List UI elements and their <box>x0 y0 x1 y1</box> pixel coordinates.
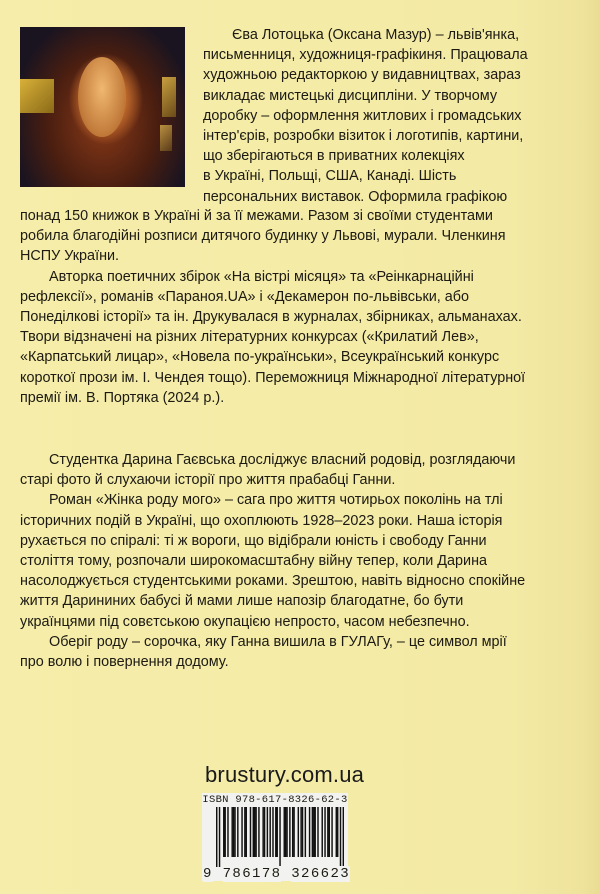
text-line: письменниця, художниця-графікиня. Працювала <box>203 47 528 64</box>
barcode-bar <box>272 807 273 857</box>
text-line: Студентка Дарина Гаєвська досліджує власний родовід, розглядаючи <box>49 452 516 468</box>
barcode-bar <box>234 807 235 857</box>
isbn-label: ISBN 978-617-8326-62-3 <box>202 794 348 806</box>
text-line: понад 150 книжок в Україні й за її межами. Разом зі своїми студентами <box>20 208 493 224</box>
barcode-bar <box>276 807 277 857</box>
isbn-barcode <box>202 793 351 882</box>
barcode-bar <box>224 807 225 857</box>
author-photo <box>20 27 185 187</box>
barcode-bar <box>340 807 341 867</box>
ean-right-digits: 326623 <box>291 866 351 882</box>
text-line: Твори відзначені на різних літературних конкурсах («Крилатий Лев», <box>20 329 479 346</box>
barcode-bar <box>246 807 247 857</box>
barcode-bar <box>317 807 318 857</box>
text-line: старі фото й слухаючи історії про життя прабабці Ганни. <box>20 472 396 489</box>
barcode-bar <box>300 807 301 857</box>
barcode-bar <box>286 807 287 857</box>
barcode-bar <box>264 807 265 857</box>
barcode-bar <box>337 807 338 857</box>
text-line: інтер'єрів, розробки візиток і логотипів, картини, <box>203 127 524 144</box>
barcode-bar <box>279 807 280 867</box>
barcode-bar <box>343 807 344 867</box>
barcode-bar <box>269 807 270 857</box>
publisher-website: brustury.com.ua <box>205 762 365 787</box>
barcode-bar <box>305 807 306 857</box>
barcode-bars <box>216 807 344 867</box>
text-line: про волю і повернення додому. <box>20 653 229 670</box>
barcode-bar <box>313 807 314 857</box>
text-line: персональних виставок. Оформила графікою <box>203 188 508 205</box>
text-line: «Карпатський лицар», «Новела по-українськи», Всеукраїнський конкурс <box>20 349 500 366</box>
barcode-bar <box>309 807 310 857</box>
barcode-bar <box>237 807 238 857</box>
barcode-bar <box>324 807 325 857</box>
barcode-bar <box>314 807 315 857</box>
text-line: століття тому, розпочали широкомасштабну війну тепер, коли Дарина <box>20 552 488 569</box>
barcode-bar <box>327 807 328 857</box>
barcode-bar <box>298 807 299 857</box>
text-line: Оберіг роду – сорочка, яку Ганна вишила в ГУЛАГу, – це символ мрії <box>49 633 507 650</box>
text-line: викладає мистецькі дисципліни. У творчому <box>203 87 498 104</box>
ean-lead-digit: 9 <box>203 866 213 882</box>
text-line: НСПУ України. <box>20 248 120 265</box>
barcode-bar <box>312 807 313 857</box>
text-line: премії ім. В. Портяка (2024 р.). <box>20 389 225 406</box>
text-line: історичних подій в Україні, що охоплюють 1928–2023 роки. Наша історія <box>20 512 503 529</box>
barcode-bar <box>233 807 234 857</box>
barcode-bar <box>289 807 290 857</box>
author-face <box>78 57 126 137</box>
barcode-bar <box>275 807 276 857</box>
text-line: українцями під совєтською окупацією непросто, часом небезпечно. <box>20 613 470 630</box>
barcode-bar <box>285 807 286 857</box>
text-line: Єва Лотоцька (Оксана Мазур) – львів'янка, <box>232 27 520 43</box>
text-line: художньою редакторкою у видавництвах, зараз <box>203 67 521 84</box>
barcode-bar <box>219 807 220 867</box>
text-line: що зберігаються в приватних колекціях <box>203 148 465 165</box>
barcode-bar <box>293 807 294 857</box>
text-line: Авторка поетичних збірок «На вістрі місяця» та «Реінкарнаційні <box>49 268 474 285</box>
barcode-bar <box>253 807 254 857</box>
text-line: рефлексії», романів «Параноя.UA» і «Декамерон по-львівськи, або <box>20 288 470 305</box>
text-line: доробку – оформлення житлових і громадських <box>203 107 522 124</box>
barcode-bar <box>284 807 285 857</box>
barcode-bar <box>231 807 232 857</box>
barcode-bar <box>244 807 245 857</box>
barcode-bar <box>255 807 256 857</box>
barcode-bar <box>223 807 224 857</box>
text-line: робила благодійні розписи дитячого будинку у Львові, мурали. Членкиня <box>20 228 506 245</box>
text-line: Понеділкові історії» та ін. Друкувалася в журналах, збірниках, альманахах. <box>20 308 522 325</box>
ean-digits <box>203 866 350 882</box>
barcode-bar <box>250 807 251 857</box>
ean-left-digits: 786178 <box>222 866 282 882</box>
text-line: Роман «Жінка роду мого» – сага про життя чотирьох поколінь на тлі <box>49 492 503 509</box>
painting-frame <box>160 125 172 151</box>
barcode-bar <box>329 807 330 857</box>
text-line: життя Дарининих бабусі й мами лише напозір благодатне, бо бути <box>20 593 464 610</box>
barcode-bar <box>321 807 322 857</box>
barcode-bar <box>302 807 303 857</box>
text-line: в Україні, Польщі, США, Канаді. Шість <box>203 168 457 185</box>
text-line: рухається по спіралі: ті ж вороги, що відібрали юність і свободу Ганни <box>20 532 487 549</box>
barcode-bar <box>258 807 259 857</box>
author-bio-beside-photo <box>203 25 528 207</box>
barcode-bar <box>227 807 228 857</box>
barcode-bar <box>267 807 268 857</box>
barcode-bar <box>262 807 263 857</box>
barcode-bar <box>331 807 332 857</box>
book-annotation <box>20 450 525 672</box>
text-line: насолоджується студентськими роками. Зрештою, навіть відносно спокійне <box>20 573 526 590</box>
barcode-bar <box>241 807 242 857</box>
barcode-bar <box>254 807 255 857</box>
barcode-bar <box>336 807 337 857</box>
painting-frame <box>20 79 54 113</box>
text-line: короткої прози ім. І. Чендея тощо). Переможниця Міжнародної літературної <box>20 369 526 386</box>
barcode-bar <box>292 807 293 857</box>
painting-frame <box>162 77 176 117</box>
barcode-bar <box>216 807 217 867</box>
author-bio-continued <box>20 206 525 408</box>
